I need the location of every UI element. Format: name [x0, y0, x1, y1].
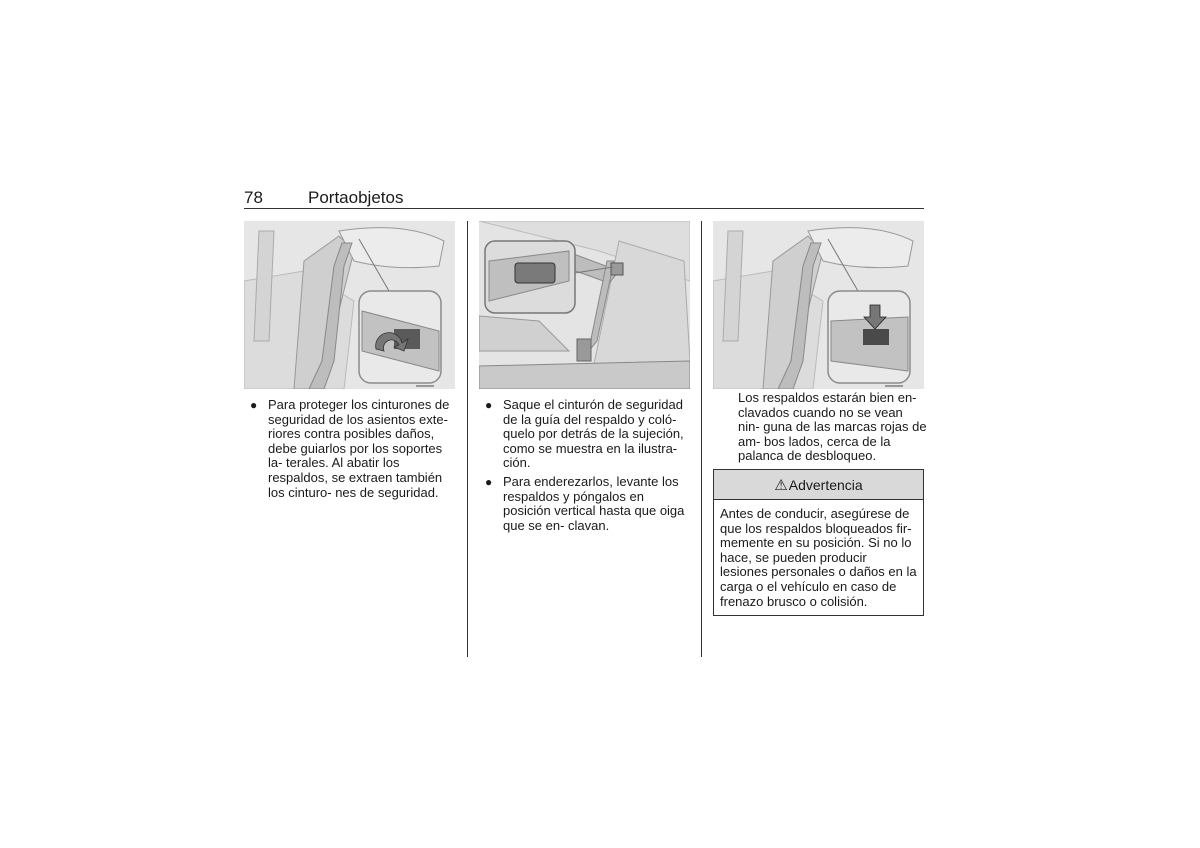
list-item: [479, 398, 691, 471]
warning-box: [713, 469, 924, 616]
bullet-icon: ●: [485, 474, 493, 489]
column-divider-2: [701, 221, 702, 657]
header-rule: [244, 208, 924, 209]
column-2-text: [479, 398, 691, 537]
page-header: [244, 188, 924, 208]
column-divider-1: [467, 221, 468, 657]
bullet-icon: ●: [485, 398, 493, 412]
column-1-text: [244, 398, 456, 504]
list-item-text: Saque el cinturón de seguridad de la guía del respaldo y coló- quelo por detrás de la sujeción, como se muestra en la ilustra- ción.: [503, 397, 684, 471]
list-item: [244, 398, 456, 500]
bullet-icon: ●: [250, 398, 258, 412]
list-item: [479, 475, 691, 533]
page-number: 78: [244, 188, 263, 207]
list-item-text: Para enderezarlos, levante los respaldos y póngalos en posición vertical hasta que oiga que se en- clavan.: [503, 473, 685, 533]
warning-body: Antes de conducir, asegúrese de que los respaldos bloqueados fir- memente en su posición. Si no lo hace, se pueden producir lesiones personales o daños en la carga o el vehículo en caso de frenazo brusco o colisión.: [720, 506, 917, 609]
lock-info-paragraph: Los respaldos estarán bien en- clavados cuando no se vean nin- guna de las marcas rojas de am- bos lados, cerca de la palanca de desbloqueo.: [738, 390, 927, 464]
illustration-seatback-lock: [713, 221, 924, 389]
column-3-text: [738, 391, 928, 464]
warning-icon: ⚠: [774, 476, 788, 494]
illustration-belt-guide: [244, 221, 455, 389]
section-title: Portaobjetos: [308, 188, 404, 207]
list-item-text: Para proteger los cinturones de seguridad de los asientos exte- riores contra posibles daños, debe guiarlos por los soportes la- terales. Al abatir los respaldos, se extraen también los cinturo- nes de seguridad.: [268, 397, 450, 500]
warning-title: Advertencia: [788, 476, 863, 493]
warning-header: [714, 470, 923, 500]
illustration-belt-holder: [479, 221, 690, 389]
